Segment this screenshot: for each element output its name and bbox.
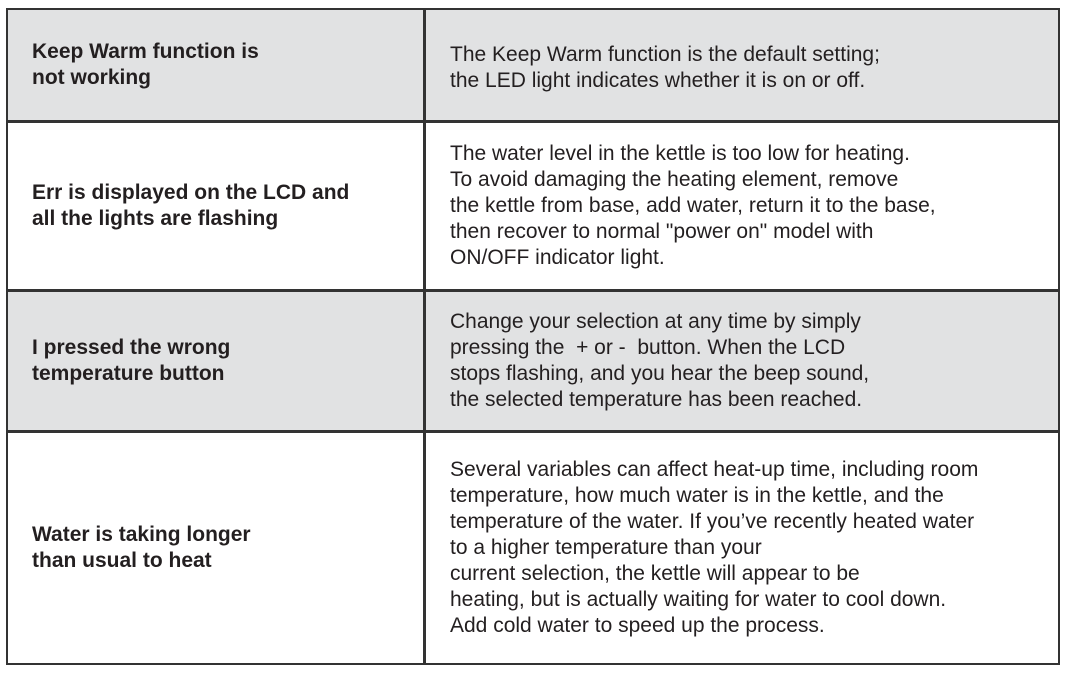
problem-line: than usual to heat bbox=[32, 549, 212, 572]
solution-line: the kettle from base, add water, return it to the base, bbox=[450, 194, 936, 217]
solution-cell bbox=[426, 433, 1058, 663]
problem-line: I pressed the wrong bbox=[32, 336, 231, 359]
problem-line: Err is displayed on the LCD and bbox=[32, 181, 350, 204]
solution-line: pressing the + or - button. When the LCD bbox=[450, 336, 846, 359]
table-row bbox=[8, 10, 1058, 123]
solution-line: To avoid damaging the heating element, remove bbox=[450, 168, 899, 191]
problem-line: not working bbox=[32, 66, 151, 89]
problem-cell bbox=[8, 292, 426, 430]
problem-line: all the lights are flashing bbox=[32, 207, 279, 230]
solution-cell bbox=[426, 123, 1058, 289]
solution-line: ON/OFF indicator light. bbox=[450, 246, 665, 269]
table-row bbox=[8, 433, 1058, 663]
solution-line: to a higher temperature than your bbox=[450, 536, 762, 559]
troubleshooting-table bbox=[6, 8, 1060, 665]
solution-line: Several variables can affect heat-up time, including room bbox=[450, 458, 979, 481]
problem-line: temperature button bbox=[32, 362, 225, 385]
solution-line: the LED light indicates whether it is on or off. bbox=[450, 69, 866, 92]
solution-line: the selected temperature has been reached. bbox=[450, 388, 863, 411]
table-row bbox=[8, 292, 1058, 433]
problem-cell bbox=[8, 123, 426, 289]
solution-cell bbox=[426, 10, 1058, 120]
problem-cell bbox=[8, 10, 426, 120]
solution-line: temperature of the water. If you’ve recently heated water bbox=[450, 510, 975, 533]
solution-line: current selection, the kettle will appear to be bbox=[450, 562, 860, 585]
solution-line: The water level in the kettle is too low for heating. bbox=[450, 142, 910, 165]
solution-line: heating, but is actually waiting for water to cool down. bbox=[450, 588, 947, 611]
problem-line: Water is taking longer bbox=[32, 523, 251, 546]
table-row bbox=[8, 123, 1058, 292]
problem-line: Keep Warm function is bbox=[32, 40, 259, 63]
solution-line: stops flashing, and you hear the beep sound, bbox=[450, 362, 870, 385]
solution-line: then recover to normal "power on" model with bbox=[450, 220, 874, 243]
solution-line: Add cold water to speed up the process. bbox=[450, 614, 825, 637]
solution-line: Change your selection at any time by simply bbox=[450, 310, 861, 333]
solution-line: temperature, how much water is in the kettle, and the bbox=[450, 484, 944, 507]
solution-cell bbox=[426, 292, 1058, 430]
solution-line: The Keep Warm function is the default setting; bbox=[450, 43, 880, 66]
problem-cell bbox=[8, 433, 426, 663]
